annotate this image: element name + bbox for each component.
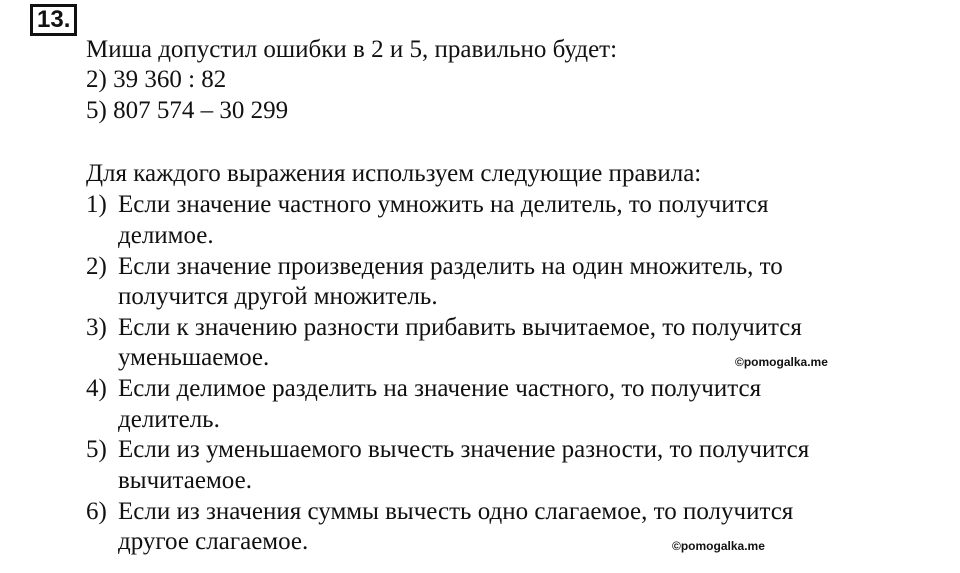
rule-number: 1) bbox=[86, 191, 107, 218]
watermark: ©pomogalka.me bbox=[672, 539, 765, 553]
rule-number: 3) bbox=[86, 314, 107, 341]
rule-number: 5) bbox=[86, 436, 107, 463]
rule-text-continued: другое слагаемое. bbox=[118, 528, 309, 555]
rule-text: Если из значения суммы вычесть одно слагаемое, то получится bbox=[118, 498, 794, 525]
rule-text: Если значение частного умножить на делитель, то получится bbox=[118, 191, 769, 218]
rule-text: Если к значению разности прибавить вычитаемое, то получится bbox=[118, 314, 802, 341]
rule-text-continued: уменьшаемое. bbox=[118, 344, 270, 371]
rule-text-continued: получится другой множитель. bbox=[118, 283, 438, 310]
rule-text-continued: вычитаемое. bbox=[118, 467, 252, 494]
task-number-box: 13. bbox=[30, 4, 77, 36]
rule-text: Если значение произведения разделить на один множитель, то bbox=[118, 253, 783, 280]
rule-number: 4) bbox=[86, 375, 107, 402]
answer-item: 2) 39 360 : 82 bbox=[86, 66, 227, 93]
answer-intro: Миша допустил ошибки в 2 и 5, правильно будет: bbox=[86, 36, 618, 63]
rule-text-continued: делитель. bbox=[118, 406, 220, 433]
rule-text-continued: делимое. bbox=[118, 222, 214, 249]
answer-item: 5) 807 574 – 30 299 bbox=[86, 97, 289, 124]
rule-text: Если из уменьшаемого вычесть значение разности, то получится bbox=[118, 436, 810, 463]
rule-number: 6) bbox=[86, 498, 107, 525]
rules-intro: Для каждого выражения используем следующие правила: bbox=[86, 160, 702, 187]
rule-number: 2) bbox=[86, 253, 107, 280]
rule-text: Если делимое разделить на значение частного, то получится bbox=[118, 375, 762, 402]
watermark: ©pomogalka.me bbox=[735, 355, 828, 369]
